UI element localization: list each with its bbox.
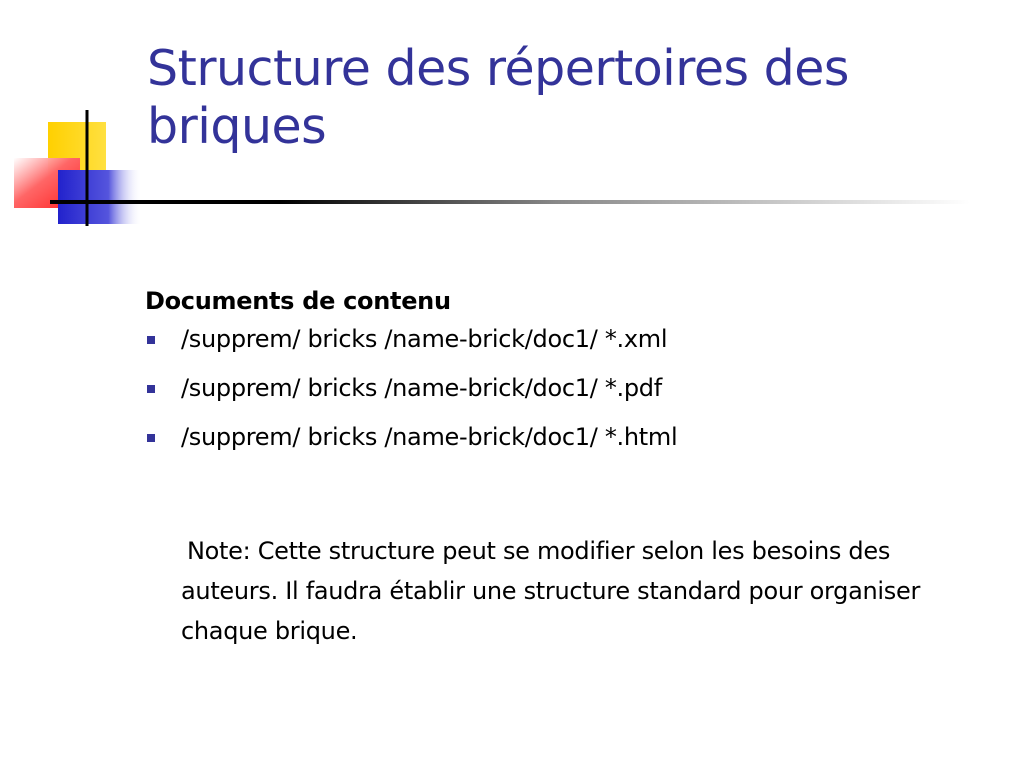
square-bullet-icon xyxy=(147,336,155,344)
section-heading: Documents de contenu xyxy=(145,287,451,315)
title-underline xyxy=(50,200,970,204)
bullet-text: /supprem/ bricks /name-brick/doc1/ *.html xyxy=(181,423,678,451)
list-item xyxy=(145,372,965,404)
bullet-text: /supprem/ bricks /name-brick/doc1/ *.xml xyxy=(181,325,668,353)
square-bullet-icon xyxy=(147,385,155,393)
list-item xyxy=(145,421,965,453)
title-decoration-graphic xyxy=(0,0,150,240)
note-paragraph: Note: Cette structure peut se modifier selon les besoins des auteurs. Il faudra établir une structure standard pour organiser chaque brique. xyxy=(181,537,921,645)
blue-square xyxy=(58,170,142,224)
slide-title: Structure des répertoires des briques xyxy=(147,40,849,155)
list-item xyxy=(145,323,965,355)
square-bullet-icon xyxy=(147,434,155,442)
bullet-text: /supprem/ bricks /name-brick/doc1/ *.pdf xyxy=(181,374,662,402)
bullet-list xyxy=(145,323,965,453)
slide-body xyxy=(145,285,965,453)
